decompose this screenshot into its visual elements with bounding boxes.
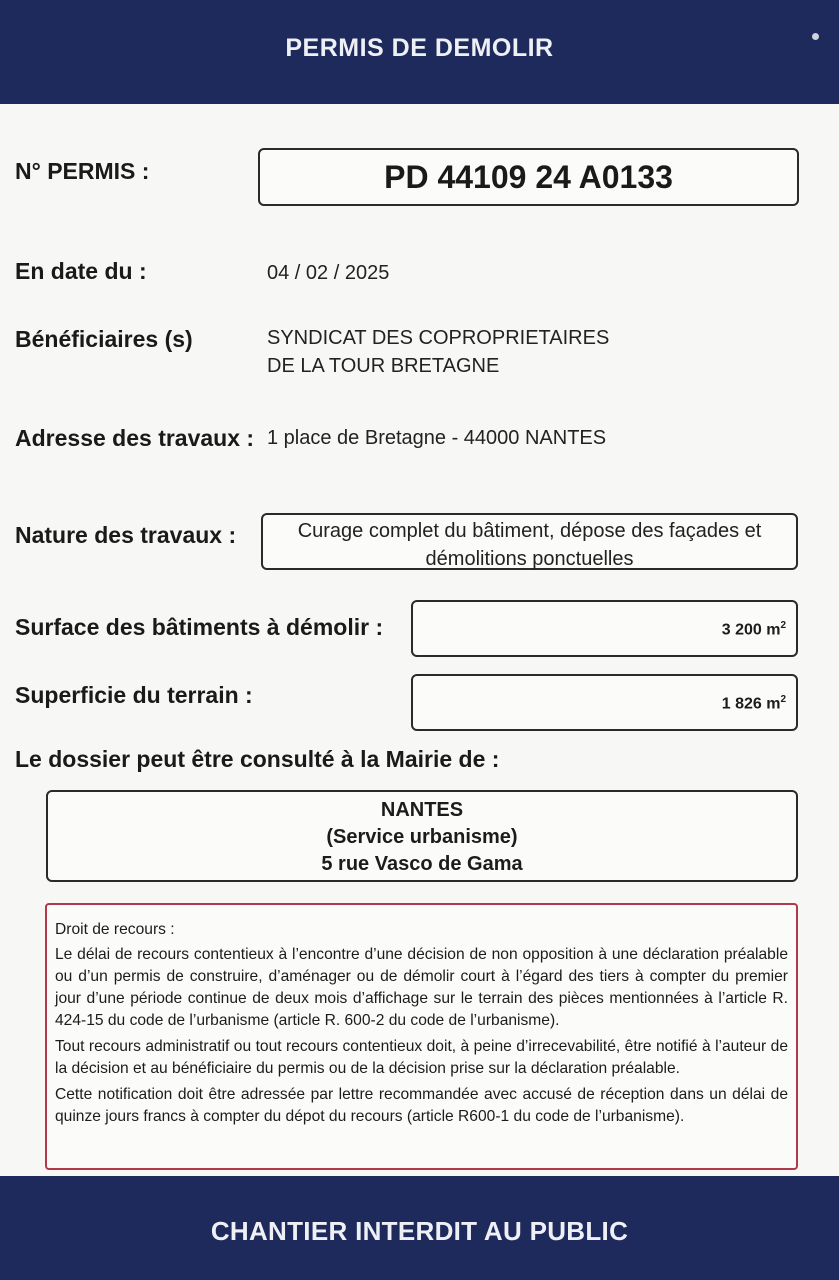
land-area-exp: 2	[780, 694, 786, 705]
surface-demolish-value	[722, 620, 786, 639]
mairie-box	[46, 790, 798, 882]
date-label: En date du :	[15, 258, 147, 284]
address-label: Adresse des travaux :	[15, 425, 255, 451]
sign-title: PERMIS DE DEMOLIR	[285, 33, 554, 62]
mairie-line1: NANTES	[380, 799, 464, 821]
address-value: 1 place de Bretagne - 44000 NANTES	[267, 427, 607, 449]
permit-number: PD 44109 24 A0133	[384, 159, 673, 195]
surface-demolish-number: 3 200 m	[721, 621, 781, 639]
permit-number-box	[258, 148, 799, 206]
footer-band	[0, 1176, 839, 1280]
mairie-text	[48, 797, 796, 878]
screw-icon	[812, 33, 819, 40]
surface-demolish-box	[411, 600, 798, 657]
mairie-line3: 5 rue Vasco de Gama	[321, 853, 523, 875]
nature-line2: démolitions ponctuelles	[425, 548, 634, 570]
beneficiary-label: Bénéficiaires (s)	[15, 326, 193, 352]
recours-para1: Le délai de recours contentieux à l’encontre d’une décision de non opposition à une déclaration préalable ou d’un permis de construire, d’aménager ou de démolir court à l’égard des tiers à compter du premier jour d’une période continue de deux mois d’affichage sur le terrain des pièces mentionnées à l’article R. 424-15 du code de l’urbanisme (article R. 600-2 du code de l’urbanisme).	[55, 946, 788, 1029]
land-area-box	[411, 674, 798, 731]
recours-title: Droit de recours :	[55, 921, 175, 938]
nature-text	[263, 517, 796, 573]
recours-box	[45, 903, 798, 1170]
recours-para3: Cette notification doit être adressée par lettre recommandée avec accusé de réception dans un délai de quinze jours francs à compter du dépot du recours (article R600-1 du code de l’urbanisme).	[55, 1086, 788, 1125]
mairie-line2: (Service urbanisme)	[326, 826, 518, 848]
header-band	[0, 0, 839, 104]
nature-box	[261, 513, 798, 570]
beneficiary-line1: SYNDICAT DES COPROPRIETAIRES	[267, 327, 610, 349]
mairie-label: Le dossier peut être consulté à la Mairie de :	[15, 746, 500, 772]
nature-label: Nature des travaux :	[15, 522, 237, 548]
land-area-number: 1 826 m	[721, 695, 781, 713]
nature-line1: Curage complet du bâtiment, dépose des façades et	[297, 520, 762, 542]
footer-title: CHANTIER INTERDIT AU PUBLIC	[210, 1215, 629, 1246]
beneficiary-line2: DE LA TOUR BRETAGNE	[267, 355, 500, 377]
recours-para2: Tout recours administratif ou tout recours contentieux doit, à peine d’irrecevabilité, être notifié à l’auteur de la décision et au bénéficiaire du permis ou de la décision prise sur la déclaration préalable.	[55, 1038, 788, 1077]
land-area-value	[722, 694, 786, 713]
date-value: 04 / 02 / 2025	[267, 262, 390, 284]
land-area-label: Superficie du terrain :	[15, 682, 253, 708]
surface-demolish-exp: 2	[780, 620, 786, 631]
permit-label: N° PERMIS :	[15, 158, 150, 184]
surface-demolish-label: Surface des bâtiments à démolir :	[15, 614, 384, 640]
